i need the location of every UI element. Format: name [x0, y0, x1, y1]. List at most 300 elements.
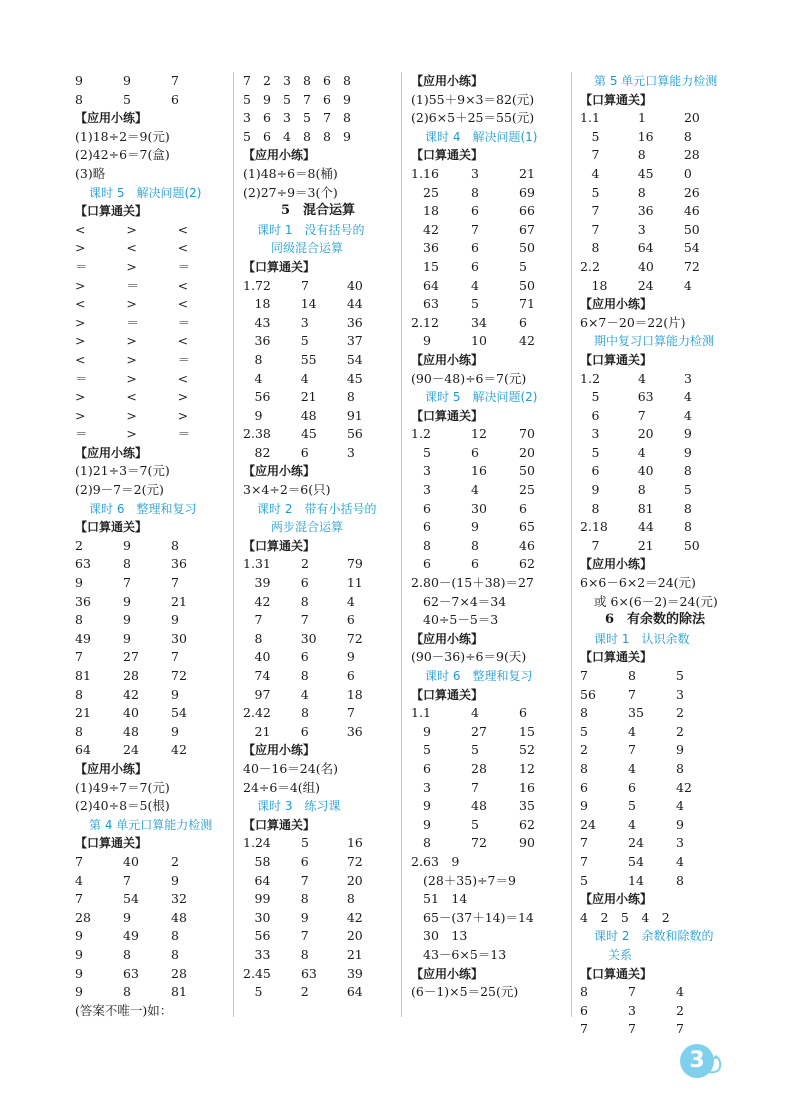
section-header: 【应用小练】	[580, 557, 653, 572]
answer-cell: <	[75, 296, 86, 312]
answer-cell: 6	[300, 575, 309, 591]
answer-cell: 8	[300, 946, 309, 962]
answer-cell: 25	[519, 482, 535, 498]
answer-cell: 36	[423, 240, 439, 256]
answer-text: 65－(37＋14)＝14	[423, 909, 534, 925]
answer-row	[411, 797, 571, 816]
answer-cell: 8	[254, 351, 263, 367]
answer-cell: 21	[75, 705, 91, 721]
answer-cell: 7	[580, 668, 588, 683]
answer-cell: 5	[300, 835, 309, 851]
answer-cell: 18	[254, 296, 271, 312]
answer-cell: 7	[471, 221, 479, 237]
answer-cell: 3	[683, 370, 692, 386]
answer-row	[411, 834, 571, 853]
answer-row	[580, 128, 730, 147]
question-number	[411, 723, 423, 742]
answer-cell: 81	[75, 668, 91, 683]
answer-row	[411, 853, 571, 872]
answer-text: (90－36)÷6＝9(天)	[411, 649, 527, 665]
lesson-title: 课时 1 没有括号的	[257, 222, 365, 237]
answer-cell: 2	[300, 556, 309, 572]
answer-cell: 21	[519, 165, 535, 181]
answer-cell: 4	[254, 370, 263, 386]
question-number	[580, 425, 592, 444]
answer-cell: 36	[346, 723, 363, 739]
answer-cell: 15	[519, 723, 535, 739]
question-number	[411, 184, 423, 203]
question-number	[411, 500, 423, 519]
answer-cell: 50	[683, 221, 700, 237]
question-number	[580, 462, 592, 481]
question-number	[411, 295, 423, 314]
answer-row	[580, 202, 730, 221]
question-number	[411, 221, 423, 240]
answer-cell: 5	[683, 482, 692, 498]
answer-row	[243, 425, 393, 444]
answer-cell: 16	[423, 165, 439, 181]
answer-cell: 5	[676, 668, 684, 683]
question-number: 1.	[243, 556, 255, 572]
answer-cell: 4	[628, 723, 636, 739]
column-divider-1	[233, 72, 234, 1017]
answer-cell: 24	[123, 742, 139, 758]
question-number	[411, 537, 423, 556]
answer-cell: 99	[254, 891, 271, 907]
answer-cell: 72	[683, 258, 700, 274]
answer-cell: 33	[254, 946, 271, 962]
answer-cell: 18	[346, 686, 363, 702]
answer-text: (2)6×5＋25＝55(元)	[411, 110, 535, 126]
question-number: 2.	[411, 314, 423, 330]
answer-text: (1)18÷2＝9(元)	[75, 128, 170, 144]
answer-row	[411, 165, 571, 184]
answer-column-2	[243, 72, 393, 1002]
answer-row	[411, 184, 571, 203]
answer-cell: 8	[300, 668, 309, 683]
answer-cell: 8	[171, 946, 179, 962]
answer-text: (1)48÷6＝8(桶)	[243, 165, 338, 181]
section-header: 【应用小练】	[75, 761, 148, 776]
answer-cell: 6	[591, 407, 600, 423]
answer-cell: 8	[123, 946, 131, 962]
answer-text: (2)42÷6＝7(盒)	[75, 147, 170, 163]
answer-cell: 7	[580, 835, 588, 851]
question-number	[243, 314, 255, 333]
answer-row	[580, 760, 730, 779]
answer-row	[411, 574, 571, 593]
answer-row	[580, 723, 730, 742]
question-number	[243, 370, 255, 389]
answer-cell: 5	[123, 91, 131, 107]
answer-cell: 45	[300, 426, 317, 442]
answer-cell: 71	[519, 296, 535, 312]
answer-row	[243, 927, 393, 946]
answer-row	[411, 444, 571, 463]
answer-cell: >	[126, 407, 137, 423]
answer-row	[580, 704, 730, 723]
lesson-title: 第 4 单元口算能力检测	[89, 817, 213, 832]
answer-cell: 21	[171, 593, 187, 609]
answer-cell: 3	[676, 686, 684, 702]
question-number: 1.	[411, 705, 423, 721]
answer-cell: ＝	[126, 314, 139, 330]
answer-cell: 50	[683, 537, 700, 553]
answer-text: (1)21÷3＝7(元)	[75, 463, 170, 479]
answer-cell: 66	[519, 203, 535, 219]
answer-row	[580, 667, 730, 686]
answer-cell: >	[75, 407, 86, 423]
answer-cell: 8	[343, 110, 351, 126]
answer-row	[411, 500, 571, 519]
lesson-title: 课时 5 解决问题(2)	[425, 390, 538, 405]
answer-column-4	[580, 72, 730, 1039]
answer-cell: 24	[254, 835, 271, 851]
answer-cell: 42	[123, 686, 139, 702]
question-number	[411, 779, 423, 798]
answer-cell: 6	[471, 444, 479, 460]
answer-row	[580, 500, 730, 519]
section-header: 【应用小练】	[411, 352, 484, 367]
answer-cell: 7	[300, 928, 309, 944]
answer-cell: 9	[75, 73, 83, 88]
answer-cell: 8	[254, 630, 263, 646]
answer-cell: 6	[346, 668, 355, 683]
answer-row	[580, 537, 730, 556]
answer-cell: 5	[628, 798, 636, 814]
answer-cell: 9	[75, 984, 83, 1000]
answer-row	[75, 351, 225, 370]
answer-cell: 9	[423, 333, 431, 349]
answer-cell: 3	[283, 73, 291, 88]
question-number	[243, 295, 255, 314]
section-header: 【应用小练】	[243, 464, 316, 479]
answer-column-1	[75, 72, 225, 1020]
answer-cell: 8	[346, 389, 355, 405]
answer-cell: >	[126, 258, 137, 274]
answer-cell: 8	[683, 519, 692, 535]
answer-cell: 8	[75, 91, 83, 107]
answer-cell: 28	[171, 965, 187, 981]
answer-cell: 6	[300, 723, 309, 739]
question-number	[243, 853, 255, 872]
answer-cell: 21	[254, 723, 271, 739]
question-number: 1.	[580, 110, 592, 126]
answer-row	[411, 593, 571, 612]
answer-cell: 7	[591, 203, 600, 219]
answer-cell: 9	[171, 723, 179, 739]
answer-cell: <	[126, 389, 137, 405]
question-number: 1.	[243, 277, 255, 293]
answer-cell: 8	[591, 240, 600, 256]
answer-cell: 65	[519, 519, 535, 535]
answer-cell: 31	[254, 556, 271, 572]
answer-row	[75, 332, 225, 351]
answer-row	[75, 407, 225, 426]
answer-cell: 7	[123, 872, 131, 888]
question-number	[580, 128, 592, 147]
lesson-title: 课时 2 余数和除数的	[594, 929, 714, 944]
question-number: 2.	[580, 258, 592, 274]
answer-cell: 72	[171, 668, 187, 683]
question-number	[243, 648, 255, 667]
answer-cell: 12	[471, 426, 487, 442]
answer-cell: 45	[254, 965, 271, 981]
answer-cell: 63	[637, 389, 654, 405]
answer-cell: 21	[300, 389, 317, 405]
question-number	[243, 927, 255, 946]
answer-text: 40÷5－5＝3	[423, 612, 499, 628]
answer-row	[243, 314, 393, 333]
answer-cell: 6	[423, 556, 431, 572]
question-number	[411, 518, 423, 537]
answer-cell: 8	[300, 593, 309, 609]
page-number: 3	[680, 1044, 714, 1078]
answer-cell: 56	[346, 426, 363, 442]
answer-row	[243, 611, 393, 630]
answer-cell: >	[126, 426, 137, 442]
answer-cell: 38	[254, 426, 271, 442]
answer-cell: 44	[637, 519, 654, 535]
answer-row	[75, 648, 225, 667]
answer-cell: 26	[683, 184, 700, 200]
answer-cell: 6	[171, 91, 179, 107]
answer-row	[75, 370, 225, 389]
section-header: 【口算通关】	[75, 204, 148, 219]
answer-cell: >	[126, 351, 137, 367]
answer-cell: 5	[471, 296, 479, 312]
answer-cell: 5	[591, 128, 600, 144]
answer-cell: 9	[123, 909, 131, 925]
answer-cell: 2	[300, 984, 309, 1000]
answer-cell: 21	[346, 946, 363, 962]
answer-cell: 9	[423, 816, 431, 832]
answer-row	[411, 462, 571, 481]
unit-title: 6 有余数的除法	[604, 612, 706, 628]
answer-cell: 4	[628, 760, 636, 776]
section-header: 【口算通关】	[411, 148, 484, 163]
question-number	[580, 388, 592, 407]
answer-cell: 8	[683, 128, 692, 144]
answer-text: 80－(15＋38)＝27	[423, 575, 534, 591]
answer-cell: 8	[423, 835, 431, 851]
answer-cell: 3	[676, 835, 684, 851]
question-number: 2.	[411, 575, 423, 591]
answer-row	[243, 872, 393, 891]
answer-cell: 46	[683, 203, 700, 219]
answer-cell: 64	[75, 742, 91, 758]
section-header: 【口算通关】	[580, 966, 653, 981]
answer-cell: <	[177, 277, 189, 293]
answer-cell: 4	[676, 853, 684, 869]
answer-column-3	[411, 72, 571, 1002]
answer-cell: 43	[254, 314, 271, 330]
section-header: 【口算通关】	[75, 836, 148, 851]
answer-cell: 5	[580, 723, 588, 739]
answer-row	[411, 927, 571, 946]
answer-cell: 9	[346, 649, 355, 665]
answer-cell: 8	[580, 705, 588, 721]
question-number	[580, 407, 592, 426]
answer-cell: 4	[591, 165, 600, 181]
answer-row	[75, 555, 225, 574]
answer-cell: 74	[254, 668, 271, 683]
answer-cell: 14	[300, 296, 317, 312]
answer-cell: ＝	[177, 426, 191, 442]
answer-cell: 8	[171, 928, 179, 944]
answer-row	[75, 630, 225, 649]
answer-cell: 5	[300, 333, 309, 349]
answer-cell: 36	[75, 593, 91, 609]
question-number	[411, 741, 423, 760]
answer-cell: 8	[300, 705, 309, 721]
answer-cell: 16	[346, 835, 363, 851]
answer-row	[580, 1002, 730, 1021]
question-number: 2.	[243, 705, 255, 721]
answer-cell: 7	[171, 649, 179, 665]
answer-cell: 7	[300, 612, 309, 628]
answer-cell: <	[177, 296, 189, 312]
answer-row	[243, 890, 393, 909]
answer-cell: 9	[123, 73, 131, 88]
question-number	[243, 611, 255, 630]
answer-cell: 1	[591, 110, 600, 126]
answer-cell: 42	[519, 333, 535, 349]
unit-title: 5 混合运算	[280, 203, 356, 219]
answer-cell: 54	[123, 891, 139, 907]
answer-cell: 9	[423, 798, 431, 814]
answer-cell: 3	[423, 463, 431, 479]
question-number	[243, 351, 255, 370]
answer-text: 6×7－20＝22(片)	[580, 314, 686, 330]
question-number	[411, 481, 423, 500]
answer-cell: 4	[628, 816, 636, 832]
answer-cell: 37	[346, 333, 363, 349]
answer-cell: 9	[254, 407, 263, 423]
answer-cell: 6	[300, 649, 309, 665]
question-number: 1.	[411, 165, 423, 181]
answer-cell: 3	[243, 110, 251, 126]
answer-row	[243, 723, 393, 742]
answer-row	[411, 760, 571, 779]
question-number	[411, 239, 423, 258]
answer-cell: 45	[637, 165, 654, 181]
answer-cell: 44	[346, 296, 363, 312]
answer-row	[580, 184, 730, 203]
answer-cell: 11	[346, 575, 363, 591]
answer-cell: 9	[75, 575, 83, 591]
answer-row	[75, 574, 225, 593]
answer-row	[580, 872, 730, 891]
question-number	[411, 816, 423, 835]
lesson-title: 第 5 单元口算能力检测	[594, 74, 718, 88]
question-number	[580, 239, 592, 258]
question-number	[580, 202, 592, 221]
answer-cell: 62	[519, 556, 535, 572]
answer-cell: 2	[591, 258, 600, 274]
answer-row	[580, 741, 730, 760]
answer-cell: 36	[637, 203, 654, 219]
answer-row	[580, 388, 730, 407]
answer-cell: >	[126, 370, 137, 386]
answer-cell: 81	[171, 984, 187, 1000]
answer-cell: 7	[123, 575, 131, 591]
answer-text: 62－7×4＝34	[423, 593, 507, 609]
answer-cell: 54	[628, 853, 644, 869]
answer-cell: 5	[591, 444, 600, 460]
answer-cell: 90	[519, 835, 535, 851]
answer-row	[75, 965, 225, 984]
answer-cell: 7	[591, 147, 600, 163]
answer-row	[411, 202, 571, 221]
answer-cell: <	[75, 221, 86, 237]
answer-row	[411, 611, 571, 630]
answer-cell: 5	[423, 444, 431, 460]
answer-row	[411, 258, 571, 277]
answer-row	[580, 109, 730, 128]
answer-cell: 7	[580, 853, 588, 869]
lesson-title: 期中复习口算能力检测	[594, 334, 715, 349]
answer-text: 40－16＝24(名)	[243, 760, 338, 776]
answer-row	[580, 444, 730, 463]
section-header: 【应用小练】	[411, 631, 484, 646]
answer-cell: 6	[300, 853, 309, 869]
answer-cell: 42	[254, 705, 271, 721]
answer-row	[580, 239, 730, 258]
question-number	[580, 500, 592, 519]
answer-cell: 5	[591, 389, 600, 405]
answer-row	[580, 146, 730, 165]
question-number	[411, 462, 423, 481]
answer-cell: 3	[423, 779, 431, 795]
answer-cell: 7	[323, 110, 331, 126]
answer-cell: 4	[300, 686, 309, 702]
question-number	[580, 184, 592, 203]
answer-cell: <	[177, 333, 189, 349]
answer-cell: 6	[423, 500, 431, 516]
answer-text: (90－48)÷6＝7(元)	[411, 370, 527, 386]
answer-cell: 9	[75, 928, 83, 944]
section-header: 【应用小练】	[411, 74, 484, 88]
answer-row	[75, 72, 225, 91]
answer-cell: 5	[580, 872, 588, 888]
answer-cell: 6	[591, 463, 600, 479]
answer-cell: 6	[519, 314, 527, 330]
question-number: 2.	[580, 519, 592, 535]
answer-text: (答案不唯一)如：	[75, 1002, 173, 1018]
lesson-title: 课时 6 整理和复习	[425, 669, 533, 683]
answer-cell: 5	[591, 184, 600, 200]
question-number: 2.	[243, 965, 255, 981]
answer-cell: 7	[628, 686, 636, 702]
answer-row	[411, 277, 571, 296]
answer-cell: 56	[254, 928, 271, 944]
answer-cell: 30	[254, 909, 271, 925]
question-number	[580, 146, 592, 165]
answer-cell: 50	[519, 277, 535, 293]
answer-cell: 6	[471, 258, 479, 274]
answer-cell: >	[75, 314, 86, 330]
answer-cell: 8	[676, 760, 684, 776]
answer-cell: 18	[591, 277, 608, 293]
answer-row	[75, 927, 225, 946]
answer-cell: 9	[171, 612, 179, 628]
answer-cell: 3	[628, 1002, 636, 1018]
answer-row	[580, 425, 730, 444]
question-number	[243, 593, 255, 612]
answer-cell: 7	[591, 221, 600, 237]
answer-cell: 36	[254, 333, 271, 349]
